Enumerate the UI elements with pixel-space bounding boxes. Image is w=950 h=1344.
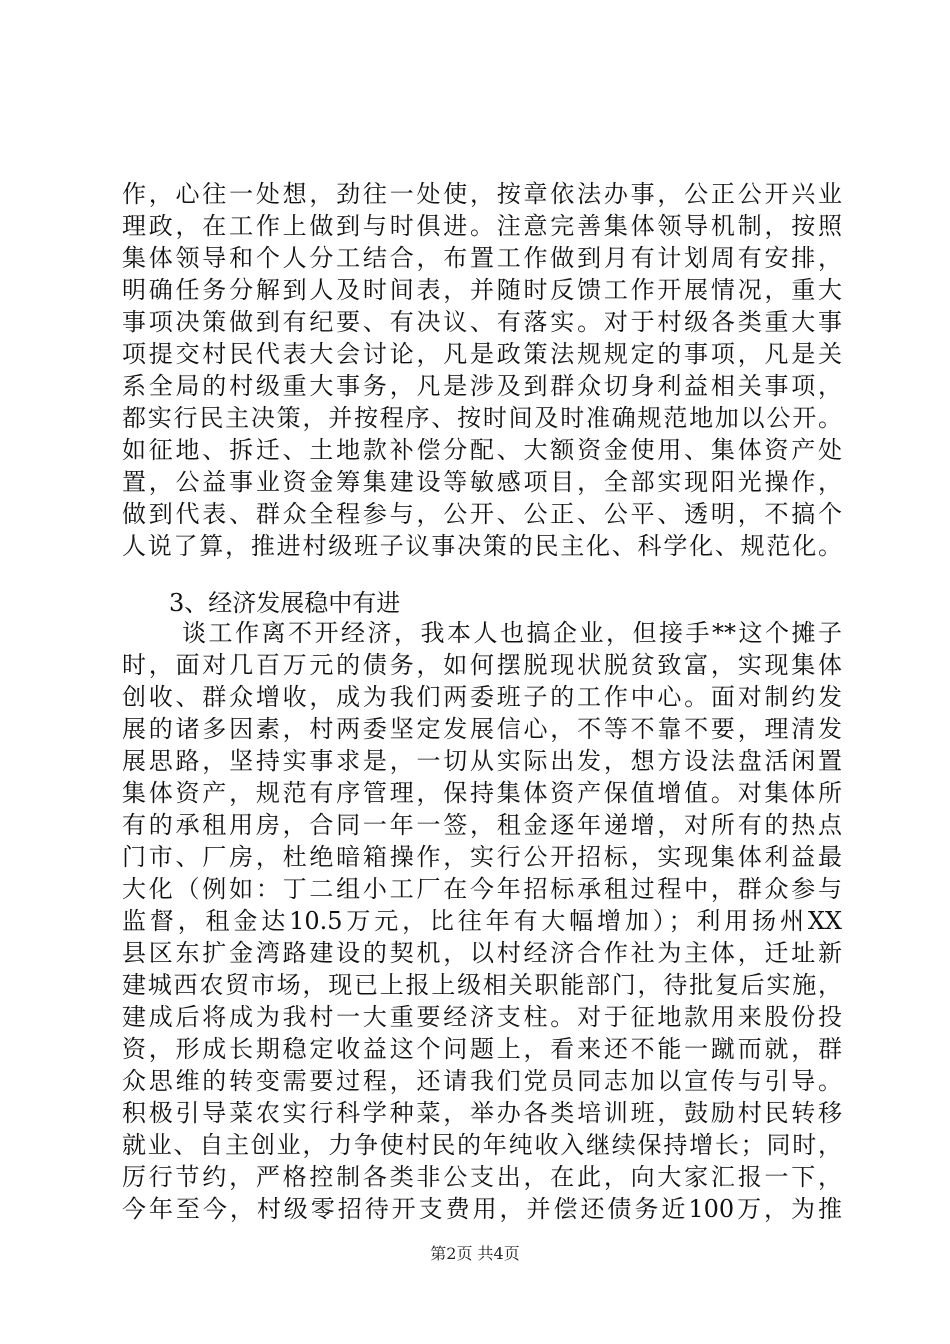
- text-line: 事项决策做到有纪要、有决议、有落实。对于村级各类重大事: [122, 308, 842, 336]
- text-line: 众思维的转变需要过程，还请我们党员同志加以宣传与引导。: [122, 1067, 842, 1095]
- text-line: 大化（例如：丁二组小工厂在今年招标承租过程中，群众参与: [122, 875, 842, 903]
- text-line: 有的承租用房，合同一年一签，租金逐年递增，对所有的热点: [122, 811, 842, 839]
- text-line: 创收、群众增收，成为我们两委班子的工作中心。面对制约发: [122, 683, 842, 711]
- text-line: 人说了算，推进村级班子议事决策的民主化、科学化、规范化。: [122, 532, 842, 560]
- text-line: 明确任务分解到人及时间表，并随时反馈工作开展情况，重大: [122, 276, 842, 304]
- text-line: 建城西农贸市场，现已上报上级相关职能部门，待批复后实施，: [122, 971, 842, 999]
- text-line: 都实行民主决策，并按程序、按时间及时准确规范地加以公开。: [122, 404, 842, 432]
- text-line: 展思路，坚持实事求是，一切从实际出发，想方设法盘活闲置: [122, 747, 842, 775]
- text-line: 理政，在工作上做到与时俱进。注意完善集体领导机制，按照: [122, 212, 842, 240]
- text-line: 项提交村民代表大会讨论，凡是政策法规规定的事项，凡是关: [122, 340, 842, 368]
- text-line: 集体领导和个人分工结合，布置工作做到月有计划周有安排，: [122, 244, 842, 272]
- text-line: 做到代表、群众全程参与，公开、公正、公平、透明，不搞个: [122, 500, 842, 528]
- text-line: 谈工作离不开经济，我本人也搞企业，但接手**这个摊子: [182, 619, 842, 647]
- text-line: 如征地、拆迁、土地款补偿分配、大额资金使用、集体资产处: [122, 436, 842, 464]
- text-line: 今年至今，村级零招待开支费用，并偿还债务近100万，为推: [122, 1195, 842, 1223]
- text-line: 系全局的村级重大事务，凡是涉及到群众切身利益相关事项，: [122, 372, 842, 400]
- text-line: 资，形成长期稳定收益这个问题上，看来还不能一蹴而就，群: [122, 1035, 842, 1063]
- text-line: 县区东扩金湾路建设的契机，以村经济合作社为主体，迁址新: [122, 939, 842, 967]
- text-line: 门市、厂房，杜绝暗箱操作，实行公开招标，实现集体利益最: [122, 843, 842, 871]
- text-line: 集体资产，规范有序管理，保持集体资产保值增值。对集体所: [122, 779, 842, 807]
- text-line: 积极引导菜农实行科学种菜，举办各类培训班，鼓励村民转移: [122, 1099, 842, 1127]
- page-footer: 第2页 共4页: [430, 1244, 520, 1263]
- section-heading: 3、经济发展稳中有进: [169, 589, 401, 617]
- text-line: 建成后将成为我村一大重要经济支柱。对于征地款用来股份投: [122, 1003, 842, 1031]
- text-line: 展的诸多因素，村两委坚定发展信心，不等不靠不要，理清发: [122, 715, 842, 743]
- text-line: 置，公益事业资金筹集建设等敏感项目，全部实现阳光操作，: [122, 468, 842, 496]
- text-line: 监督，租金达10.5万元，比往年有大幅增加）；利用扬州XX: [122, 907, 842, 935]
- text-line: 时，面对几百万元的债务，如何摆脱现状脱贫致富，实现集体: [122, 651, 842, 679]
- text-line: 作，心往一处想，劲往一处使，按章依法办事，公正公开兴业: [122, 180, 842, 208]
- text-line: 就业、自主创业，力争使村民的年纯收入继续保持增长；同时，: [122, 1131, 842, 1159]
- text-line: 厉行节约，严格控制各类非公支出，在此，向大家汇报一下，: [122, 1163, 842, 1191]
